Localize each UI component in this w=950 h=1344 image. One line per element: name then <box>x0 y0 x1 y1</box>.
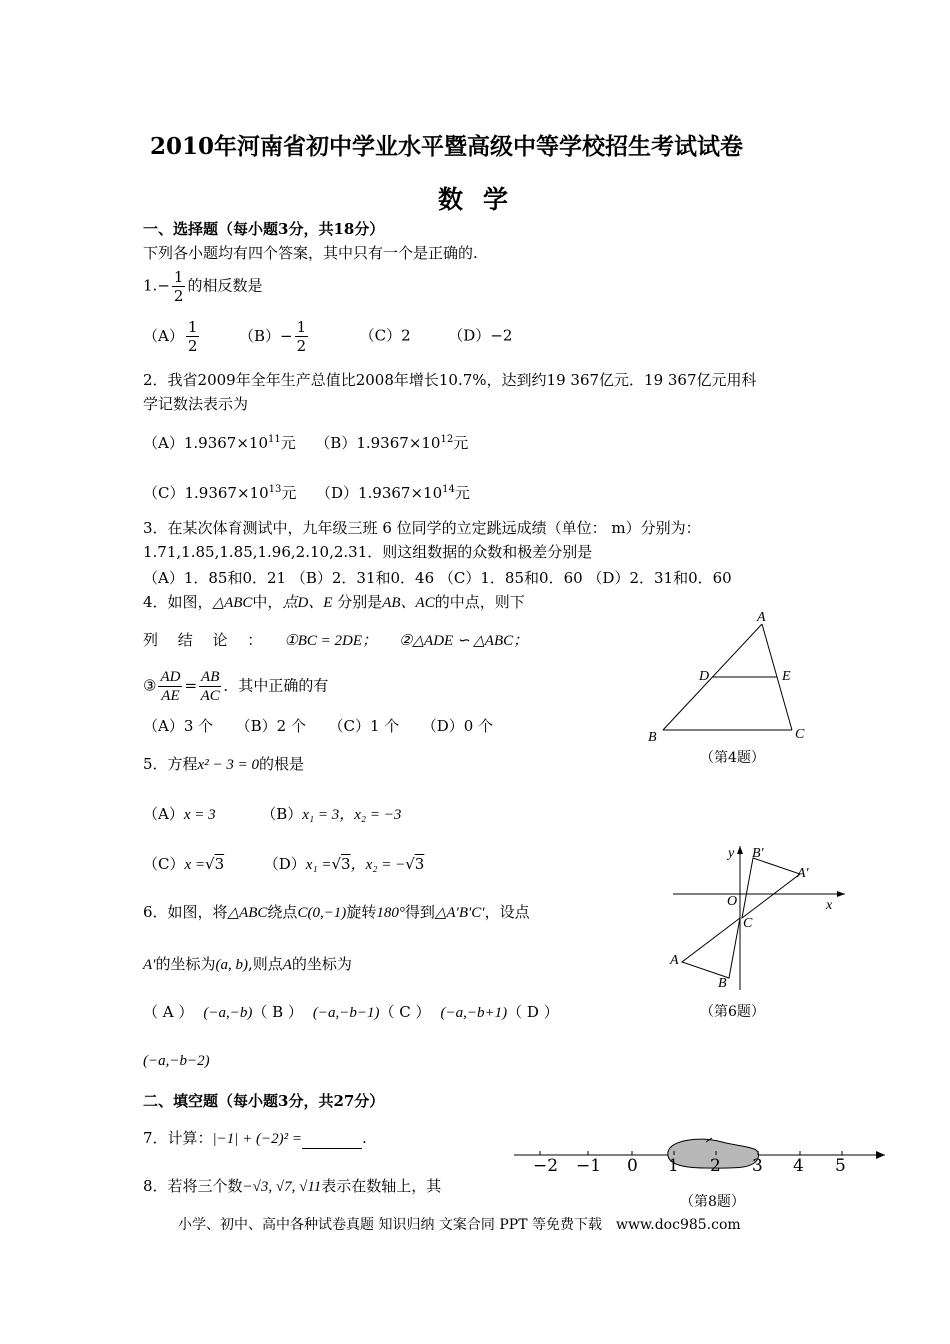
tick-label: −2 <box>533 1156 559 1176</box>
question-4-line2: 列 结 论 ： ①BC = 2DE； ②△ADE ∽ △ABC； <box>143 631 529 649</box>
question-5-options-cd: （C）x =√3 （D）x₁ =√3，x₂ = −√3 <box>143 855 425 873</box>
fig4-label-e: E <box>782 669 791 684</box>
tick-label: 5 <box>835 1156 846 1176</box>
question-7: 7．计算：|−1| + (−2)² = . <box>143 1129 367 1147</box>
fig6-label-b-prime: B′ <box>752 846 764 861</box>
question-6-line2: A′的坐标为(a, b),则点A的坐标为 <box>143 955 352 973</box>
option-c: （C）2 <box>359 326 411 345</box>
question-6-options: （ A ） (−a,−b)（ B ） (−a,−b−1)（ C ） (−a,−b+1)（ D ） <box>143 1003 559 1021</box>
tick-label: 0 <box>627 1156 638 1176</box>
figure-6-rotation <box>665 840 850 1000</box>
question-4-options: （A）3 个 （B）2 个 （C）1 个 （D）0 个 <box>143 717 494 735</box>
tick-label: 1 <box>668 1156 679 1176</box>
fig6-label-y: y <box>728 846 735 861</box>
question-4-line1: 4．如图，△ABC中，点D、E 分别是AB、AC的中点，则下 <box>143 593 525 611</box>
fig6-label-c: C <box>743 916 753 931</box>
question-6-option-d-value: (−a,−b−2) <box>143 1053 210 1069</box>
option-a: （A） $\frac{1}{2}$ <box>143 318 198 355</box>
question-2-options-cd: $(C)1.9367\times 10^{13}$元 $(D)1.9367\times 10^{14}$元 <box>143 484 470 502</box>
question-5-options-ab: （A）x = 3 （B）x₁ = 3，x₂ = −3 <box>143 805 402 823</box>
figure-4-caption: （第4题） <box>700 750 765 766</box>
fig6-label-a-prime: A′ <box>797 866 809 881</box>
question-3-line2: 1.71,1.85,1.85,1.96,2.10,2.31．则这组数据的众数和极差分别是 <box>143 543 593 561</box>
fig4-label-d: D <box>699 669 710 684</box>
fig4-label-b: B <box>648 730 657 745</box>
figure-8-caption: （第8题） <box>680 1194 745 1210</box>
fig6-label-o: O <box>727 894 738 909</box>
tick-label: −1 <box>576 1156 602 1176</box>
question-1-options <box>143 318 512 355</box>
tick-label: 3 <box>752 1156 763 1176</box>
question-2-line1: 2．我省2009年全年生产总值比2008年增长10.7%，达到约19 367亿元．19 367亿元用科 <box>143 371 757 389</box>
answer-blank[interactable] <box>302 1134 362 1149</box>
fig6-label-x: x <box>826 898 833 913</box>
option-d: （D）−2 <box>448 326 513 345</box>
fig4-label-a: A <box>757 610 766 625</box>
figure-6-caption: （第6题） <box>700 1004 765 1020</box>
fig4-label-c: C <box>795 727 805 742</box>
question-2-options-ab: $(A)1.9367\times 10^{11}$元 $(B)1.9367\times 10^{12}$元 <box>143 434 469 452</box>
section-heading-choice: 一、选择题（每小题3分，共18分） <box>143 220 385 238</box>
fig6-label-a: A <box>670 953 679 968</box>
section-instruction: 下列各小题均有四个答案，其中只有一个是正确的. <box>143 244 478 262</box>
question-1: 1.− $\frac{1}{2}$ 的相反数是 <box>143 268 263 305</box>
question-8: 8．若将三个数−√3, √7, √11表示在数轴上，其 <box>143 1177 442 1195</box>
question-6-line1: 6．如图，将△ABC绕点C(0,−1)旋转180°得到△A′B′C′，设点 <box>143 903 530 921</box>
tick-label: 2 <box>710 1156 721 1176</box>
question-3-line1: 3．在某次体育测试中，九年级三班 6 位同学的立定跳远成绩（单位： m）分别为： <box>143 519 701 537</box>
subject-title: 数学 <box>438 185 529 214</box>
number-line-tick-labels <box>510 1156 890 1180</box>
fig6-label-b: B <box>718 976 727 991</box>
question-2-line2: 学记数法表示为 <box>143 395 249 413</box>
question-5: 5．方程x² − 3 = 0的根是 <box>143 755 304 773</box>
tick-label: 4 <box>793 1156 804 1176</box>
page-title: 2010年河南省初中学业水平暨高级中等学校招生考试试卷 <box>150 133 744 160</box>
question-3-options: （A）1．85和0．21 （B）2．31和0．46 （C）1．85和0．60 （D）2．31和0．60 <box>143 569 732 587</box>
question-4-line3: ③ $\frac{AD}{AE}$ = $\frac{AB}{AC}$ ．其中正确的有 <box>143 669 329 704</box>
option-b: （B）− $\frac{1}{2}$ <box>238 318 307 355</box>
section-heading-fill: 二、填空题（每小题3分，共27分） <box>143 1092 385 1110</box>
footer-text: 小学、初中、高中各种试卷真题 知识归纳 文案合同 PPT 等免费下载 www.doc985.com <box>178 1217 741 1233</box>
